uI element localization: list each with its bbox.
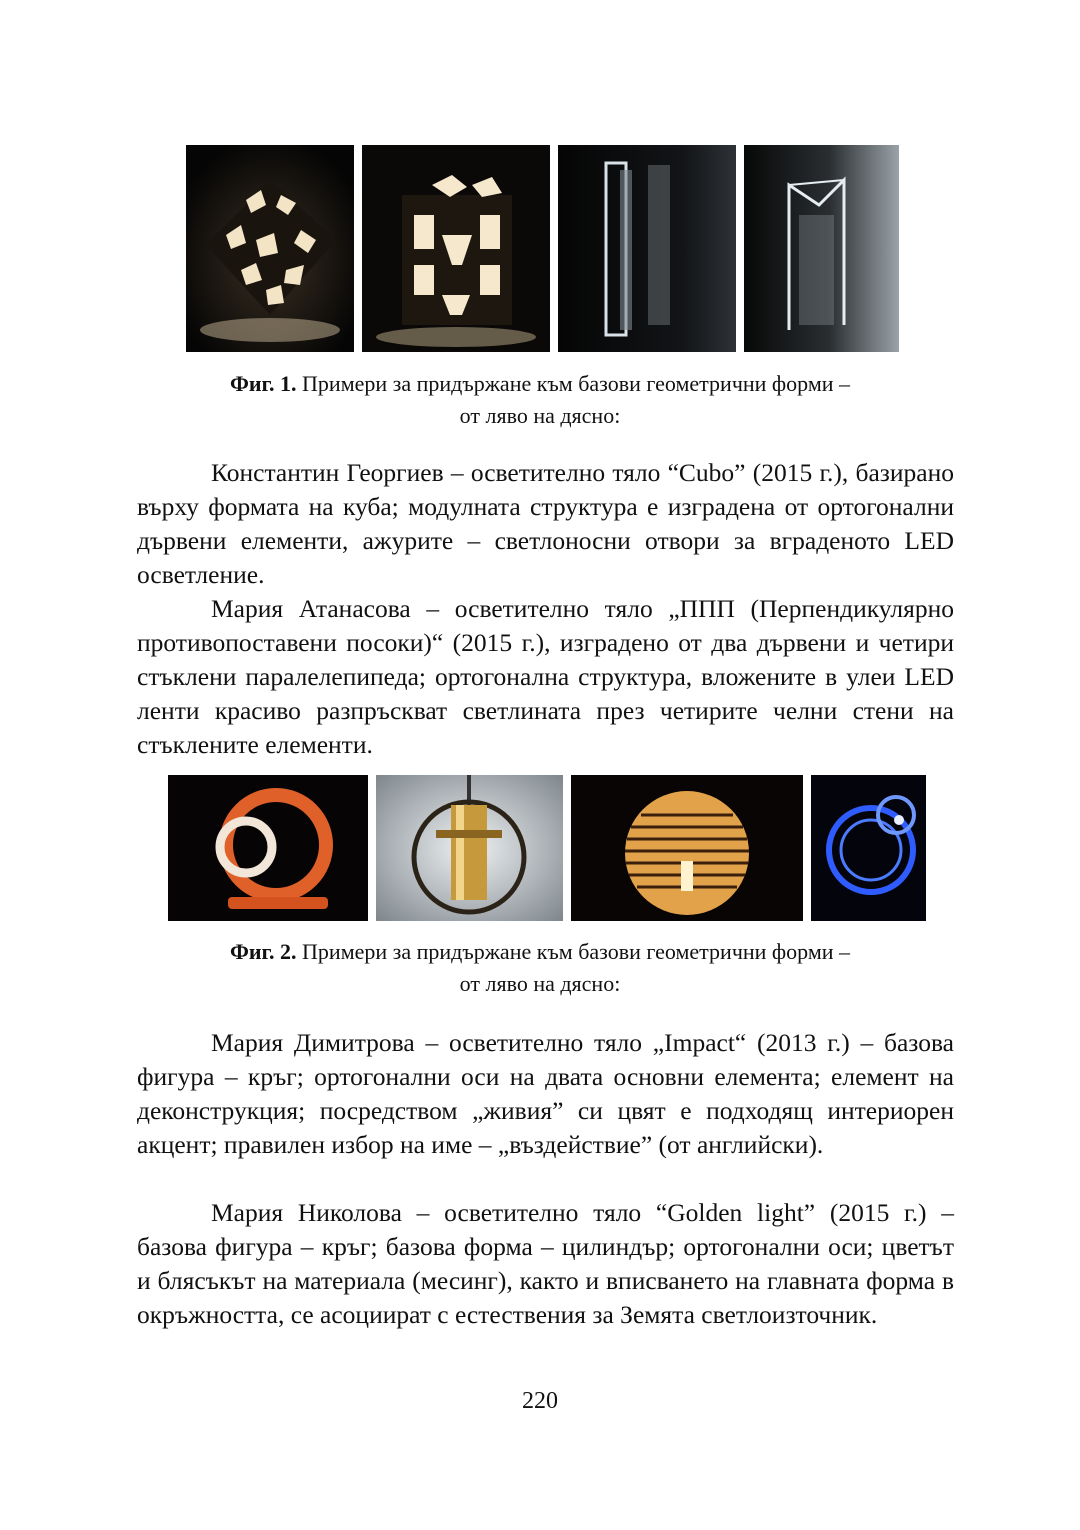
- figure-2-caption-line-2: от ляво на дясно:: [459, 971, 621, 996]
- paragraph-golden-light: Мария Николова – осветително тяло “Golden light” (2015 г.) – базова фигура – кръг; базова форма – цилиндър; ортогонални оси; цветът и блясъкът на материала (месинг), както и вписването на главната форма в окръжността, се асоциират с естествения за Земята светлоизточник.: [137, 1198, 954, 1329]
- photo-impact-lamp: [168, 775, 368, 921]
- figure-2-caption: [140, 936, 940, 1000]
- figure-1-photos: [186, 145, 903, 352]
- photo-cubo-lamp-2: [362, 145, 550, 352]
- figure-2-caption-line-1: Примери за придържане към базови геометрични форми –: [296, 939, 851, 964]
- paragraph-impact: Мария Димитрова – осветително тяло „Impact“ (2013 г.) – базова фигура – кръг; ортогонални оси на двата основни елемента; елемент на деконструкция; посредством „живия” си цвят е подходящ интериорен акцент; правилен избор на име – „въздействие” (от английски).: [137, 1028, 954, 1159]
- photo-cubo-lamp-1: [186, 145, 354, 352]
- photo-ppp-lamp-1: [558, 145, 736, 352]
- page-number: 220: [522, 1388, 558, 1414]
- photo-blue-lamp: [811, 775, 926, 921]
- figure-1-caption-line-1: Примери за придържане към базови геометрични форми –: [296, 371, 851, 396]
- photo-ppp-lamp-2: [744, 145, 899, 352]
- figure-2-label: Фиг. 2.: [229, 939, 297, 964]
- paragraph-cubo: Константин Георгиев – осветително тяло “Cubo” (2015 г.), базирано върху формата на куба; модулната структура е изградена от ортогонални дървени елементи, ажурите – светлоносни отвори за вграденото LED осветление.: [137, 458, 954, 589]
- figure-1-caption-line-2: от ляво на дясно:: [459, 403, 621, 428]
- figure-2-photos: [168, 775, 926, 921]
- photo-sphere-lamp: [571, 775, 803, 921]
- figure-1-caption: [140, 368, 940, 432]
- paragraph-ppp: Мария Атанасова – осветително тяло „ППП (Перпендикулярно противопоставени посоки)“ (2015 г.), изградено от два дървени и четири стъклени паралелепипеда; ортогонална структура, вложените в улеи LED ленти красиво разпръскват светлината през четирите челни стени на стъклените елементи.: [137, 594, 954, 759]
- figure-1-label: Фиг. 1.: [229, 371, 297, 396]
- photo-golden-light-lamp: [376, 775, 563, 921]
